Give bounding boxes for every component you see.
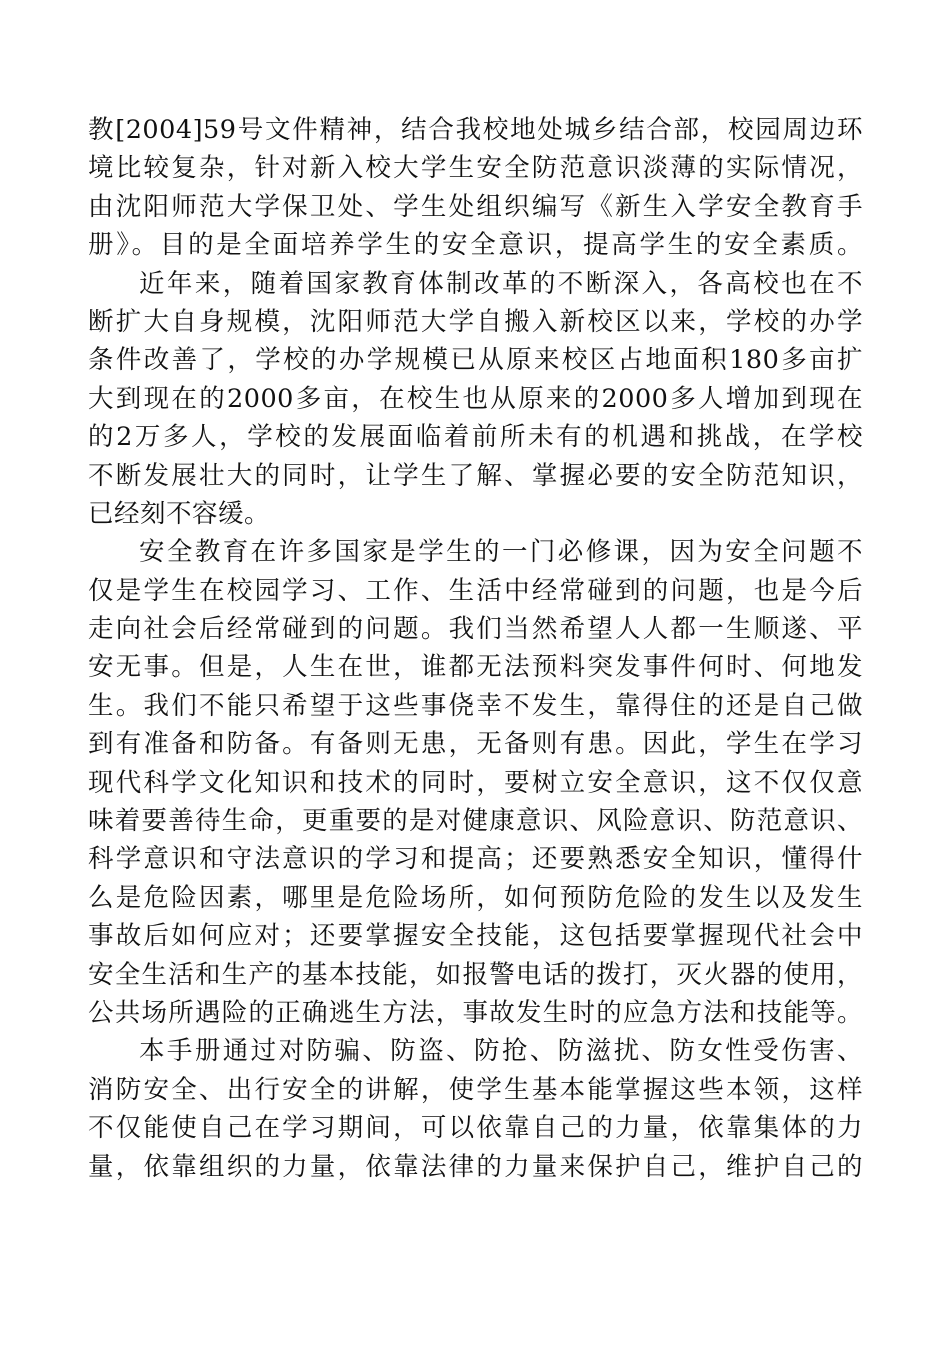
text-line: 境比较复杂，针对新入校大学生安全防范意识淡薄的实际情况， bbox=[88, 153, 863, 184]
text-line: 量，依靠组织的力量，依靠法律的力量来保护自己，维护自己的 bbox=[88, 1151, 863, 1182]
text-line: 断扩大自身规模，沈阳师范大学自搬入新校区以来，学校的办学 bbox=[88, 306, 863, 337]
text-line: 现代科学文化知识和技术的同时，要树立安全意识，这不仅仅意 bbox=[88, 767, 863, 798]
text-line: 仅是学生在校园学习、工作、生活中经常碰到的问题，也是今后 bbox=[88, 575, 863, 606]
text-line: 走向社会后经常碰到的问题。我们当然希望人人都一生顺遂、平 bbox=[88, 614, 863, 645]
text-line: 到有准备和防备。有备则无患，无备则有患。因此，学生在学习 bbox=[88, 729, 863, 760]
text-line: 册》。目的是全面培养学生的安全意识，提高学生的安全素质。 bbox=[88, 230, 863, 261]
paragraph-first-line: 安全教育在许多国家是学生的一门必修课，因为安全问题不 bbox=[139, 537, 863, 568]
text-line: 已经刻不容缓。 bbox=[88, 498, 271, 529]
text-line: 安全生活和生产的基本技能，如报警电话的拨打，灭火器的使用， bbox=[88, 959, 863, 990]
body-text bbox=[88, 111, 863, 1186]
paragraph-first-line: 近年来，随着国家教育体制改革的不断深入，各高校也在不 bbox=[139, 268, 863, 299]
text-line: 不断发展壮大的同时，让学生了解、掌握必要的安全防范知识， bbox=[88, 460, 863, 491]
text-line: 教[2004]59号文件精神，结合我校地处城乡结合部，校园周边环 bbox=[88, 115, 863, 145]
text-line: 的2万多人，学校的发展面临着前所未有的机遇和挑战，在学校 bbox=[88, 422, 863, 453]
text-line: 味着要善待生命，更重要的是对健康意识、风险意识、防范意识、 bbox=[88, 806, 863, 837]
text-line: 消防安全、出行安全的讲解，使学生基本能掌握这些本领，这样 bbox=[88, 1074, 863, 1105]
text-line: 安无事。但是，人生在世，谁都无法预料突发事件何时、何地发 bbox=[88, 652, 863, 683]
text-line: 公共场所遇险的正确逃生方法，事故发生时的应急方法和技能等。 bbox=[88, 997, 863, 1028]
text-line: 生。我们不能只希望于这些事侥幸不发生，靠得住的还是自己做 bbox=[88, 690, 863, 721]
text-line: 不仅能使自己在学习期间，可以依靠自己的力量，依靠集体的力 bbox=[88, 1113, 863, 1144]
text-line: 条件改善了，学校的办学规模已从原来校区占地面积180多亩扩 bbox=[88, 345, 863, 376]
text-line: 由沈阳师范大学保卫处、学生处组织编写《新生入学安全教育手 bbox=[88, 191, 863, 222]
paragraph-first-line: 本手册通过对防骗、防盗、防抢、防滋扰、防女性受伤害、 bbox=[139, 1036, 863, 1067]
text-line: 大到现在的2000多亩，在校生也从原来的2000多人增加到现在 bbox=[88, 383, 863, 414]
text-line: 事故后如何应对；还要掌握安全技能，这包括要掌握现代社会中 bbox=[88, 921, 863, 952]
text-line: 么是危险因素，哪里是危险场所，如何预防危险的发生以及发生 bbox=[88, 882, 863, 913]
text-line: 科学意识和守法意识的学习和提高；还要熟悉安全知识，懂得什 bbox=[88, 844, 863, 875]
